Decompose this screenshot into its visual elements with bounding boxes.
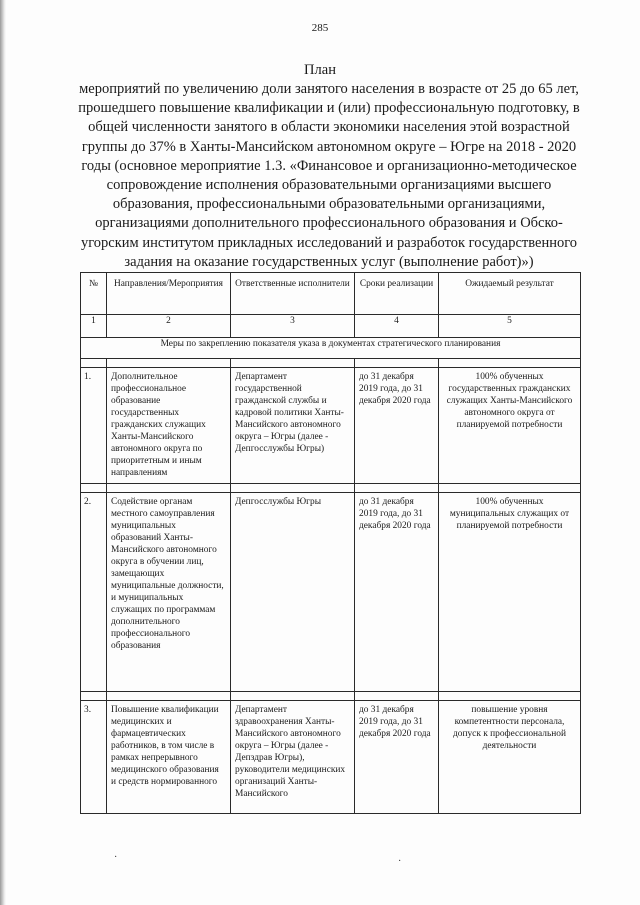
row-direction: Содействие органам местного самоуправления муниципальных образований Ханты-Мансийского автономного округа в обучении лиц, замещающих муниципальные должности, и муниципальных служащих по программам дополнительного профессионального образования	[107, 493, 231, 692]
plan-table	[80, 272, 581, 814]
row-responsible: Департамент здравоохранения Ханты-Мансийского автономного округа – Югры (далее - Депздрав Югры), руководители медицинских организаций Ханты-Мансийского	[231, 701, 355, 814]
page-number: 285	[311, 22, 329, 34]
spacer-row	[81, 692, 581, 701]
row-deadline: до 31 декабря 2019 года, до 31 декабря 2020 года	[355, 701, 439, 814]
row-result: 100% обученных государственных гражданских служащих Ханты-Мансийского автономного округа от планируемой потребности	[439, 368, 581, 484]
row-deadline: до 31 декабря 2019 года, до 31 декабря 2020 года	[355, 493, 439, 692]
header-num: №	[81, 273, 107, 315]
row-number: 2.	[81, 493, 107, 692]
table-header-row	[81, 273, 581, 315]
column-number: 4	[355, 315, 439, 338]
scan-speck: ·	[398, 856, 402, 867]
column-number: 5	[439, 315, 581, 338]
header-deadline: Сроки реализации	[355, 273, 439, 315]
row-responsible: Депгосслужбы Югры	[231, 493, 355, 692]
row-number: 1.	[81, 368, 107, 484]
document-title: План	[304, 62, 336, 78]
scan-edge	[0, 0, 6, 905]
header-result: Ожидаемый результат	[439, 273, 581, 315]
section-title: Меры по закреплению показателя указа в документах стратегического планирования	[81, 338, 581, 359]
table-row	[81, 368, 581, 484]
column-number: 1	[81, 315, 107, 338]
row-result: повышение уровня компетентности персонала, допуск к профессиональной деятельности	[439, 701, 581, 814]
section-row	[81, 338, 581, 359]
row-direction: Дополнительное профессиональное образование государственных гражданских служащих Ханты-Мансийского автономного округа по приоритетным и иным направлениям	[107, 368, 231, 484]
table-row	[81, 493, 581, 692]
spacer-row	[81, 484, 581, 493]
row-deadline: до 31 декабря 2019 года, до 31 декабря 2020 года	[355, 368, 439, 484]
column-number: 2	[107, 315, 231, 338]
row-number: 3.	[81, 701, 107, 814]
row-responsible: Департамент государственной гражданской службы и кадровой политики Ханты-Мансийского автономного округа – Югры (далее - Депгосслужбы Югры)	[231, 368, 355, 484]
header-direction: Направления/Мероприятия	[107, 273, 231, 315]
table-row	[81, 701, 581, 814]
document-subtitle: мероприятий по увеличению доли занятого населения в возрасте от 25 до 65 лет, прошедшего повышение квалификации и (или) профессиональную подготовку, в общей численности занятого в области экономики населения этой возрастной группы до 37% в Ханты-Мансийском автономном округе – Югре на 2018 - 2020 годы (основное мероприятие 1.3. «Финансовое и организационно-методическое сопровождение исполнения образовательными организациями высшего образования, профессиональными образовательными организациями, организациями дополнительного профессионального образования и Обско-угорским институтом прикладных исследований и разработок государственного задания на оказание государственных услуг (выполнение работ)»)	[78, 81, 580, 270]
header-responsible: Ответственные исполнители	[231, 273, 355, 315]
scan-speck: ·	[114, 852, 118, 863]
row-result: 100% обученных муниципальных служащих от планируемой потребности	[439, 493, 581, 692]
column-number: 3	[231, 315, 355, 338]
column-number-row	[81, 315, 581, 338]
spacer-row	[81, 359, 581, 368]
row-direction: Повышение квалификации медицинских и фармацевтических работников, в том числе в рамках непрерывного медицинского образования и средств нормированного	[107, 701, 231, 814]
